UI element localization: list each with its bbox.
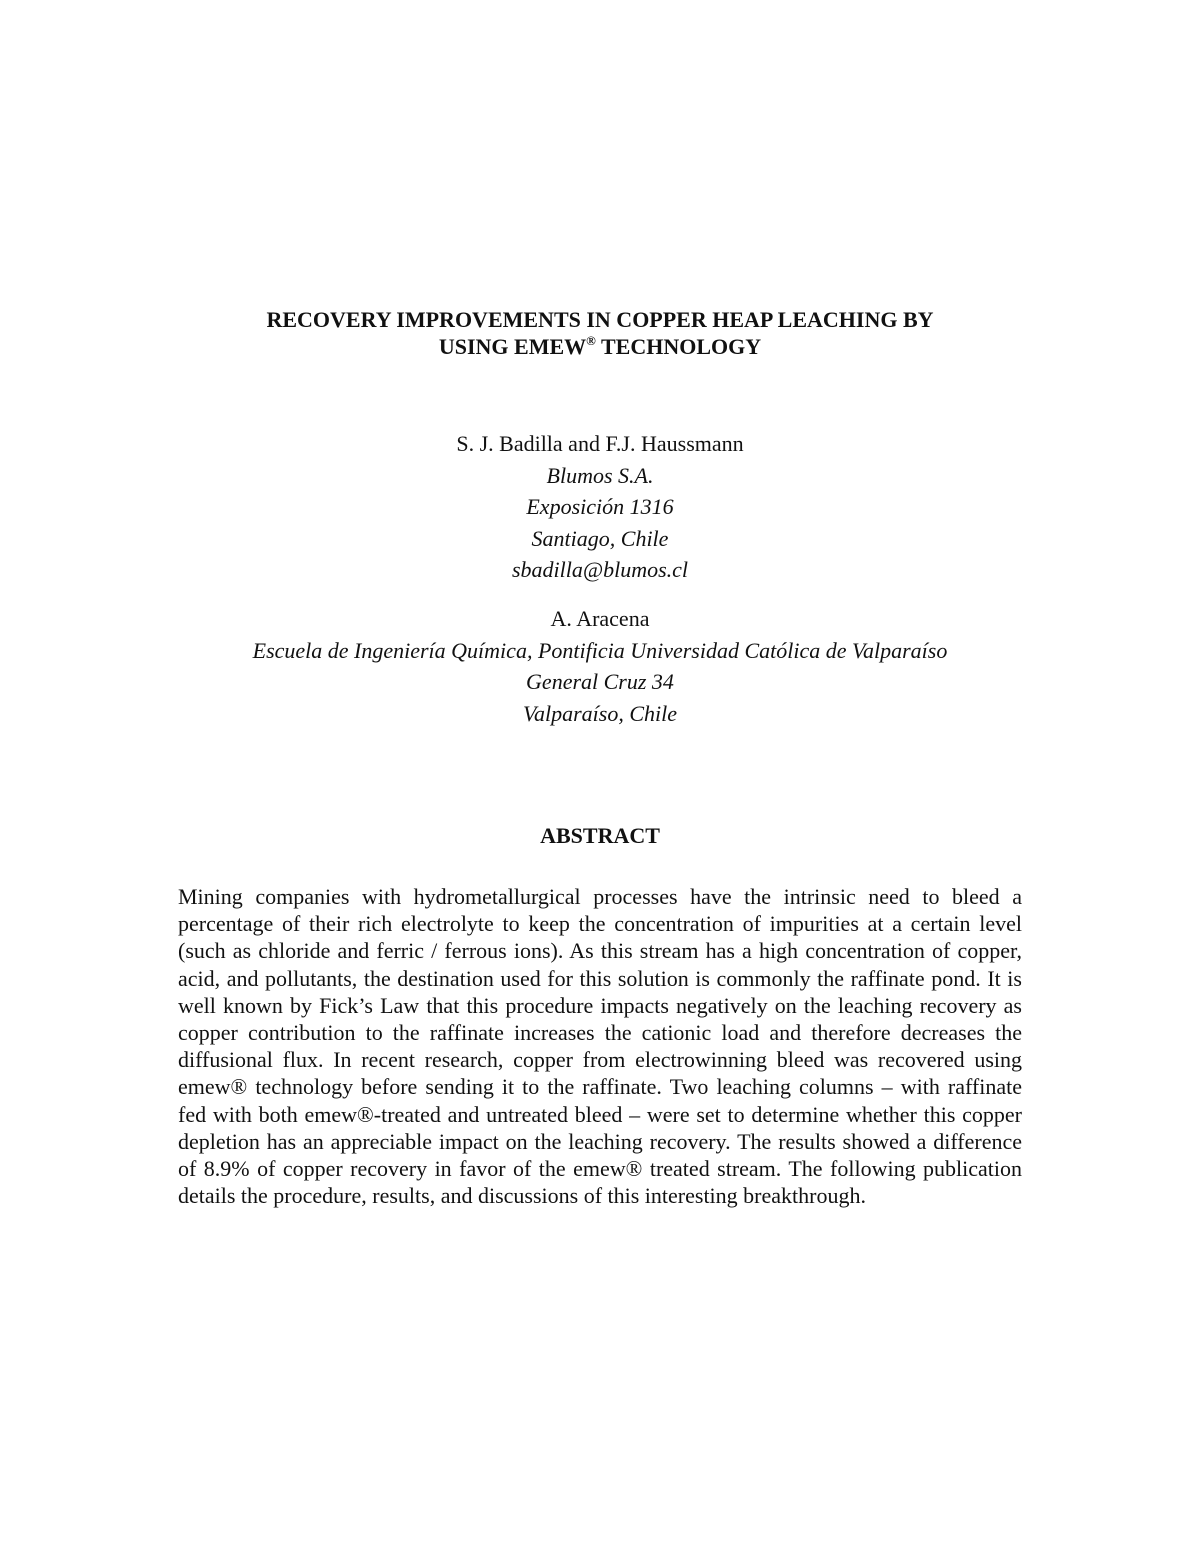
- affiliation-city: Santiago, Chile: [531, 525, 669, 551]
- title-line-2: [178, 333, 1022, 360]
- author-names-2: A. Aracena: [550, 606, 650, 631]
- affiliation-street: Exposición 1316: [526, 494, 674, 519]
- title-line-2-prefix: USING EMEW: [438, 334, 587, 359]
- abstract-heading: ABSTRACT: [540, 823, 660, 848]
- title-line-1: RECOVERY IMPROVEMENTS IN COPPER HEAP LEACHING BY: [266, 307, 934, 332]
- affiliation-city-2: Valparaíso, Chile: [522, 700, 677, 726]
- author-block-2: [178, 603, 1022, 729]
- affiliation-company: Blumos S.A.: [546, 462, 654, 488]
- affiliation-street-2: General Cruz 34: [526, 669, 674, 694]
- title-line-2-suffix: TECHNOLOGY: [595, 334, 762, 359]
- abstract-text: Mining companies with hydrometallurgical processes have the intrinsic need to bleed a percentage of their rich electrolyte to keep the concentration of impurities at a certain level (such as chloride and ferric / ferrous ions). As this stream has a high concentration of copper, acid, and pollutants, the destination used for this solution is commonly the raffinate pond. It is well known by Fick’s Law that this procedure impacts negatively on the leaching recovery as copper contribution to the raffinate increases the cationic load and therefore decreases the diffusional flux. In recent research, copper from electrowinning bleed was recovered using emew® technology before sending it to the raffinate. Two leaching columns – with raffinate fed with both emew®-treated and untreated bleed – were set to determine whether this copper depletion has an appreciable impact on the leaching recovery. The results showed a difference of 8.9% of copper recovery in favor of the emew® treated stream. The following publication details the procedure, results, and discussions of this interesting breakthrough.: [178, 884, 1022, 1209]
- affiliation-university: Escuela de Ingeniería Química, Pontificia Universidad Católica de Valparaíso: [252, 637, 948, 663]
- paper-title: [178, 306, 1022, 360]
- author-names-1: S. J. Badilla and F.J. Haussmann: [456, 431, 744, 456]
- author-block-1: [178, 428, 1022, 586]
- registered-mark: ®: [586, 333, 596, 348]
- author-email: sbadilla@blumos.cl: [511, 557, 689, 582]
